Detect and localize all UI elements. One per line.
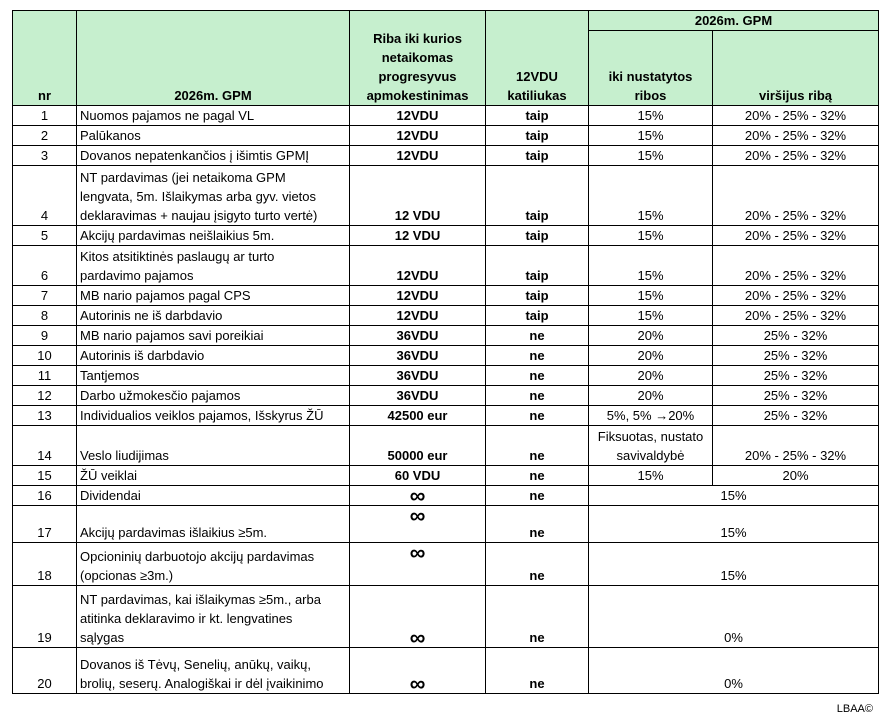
row-rate-merged: 0% bbox=[589, 648, 879, 694]
row-rate-above: 25% - 32% bbox=[713, 386, 879, 406]
row-pot: taip bbox=[486, 126, 589, 146]
row-rate-below: 15% bbox=[589, 166, 713, 226]
header-nr: nr bbox=[13, 11, 77, 106]
header-pot: 12VDU katiliukas bbox=[486, 11, 589, 106]
row-nr: 5 bbox=[13, 226, 77, 246]
row-name: Autorinis ne iš darbdavio bbox=[77, 306, 350, 326]
table-row bbox=[13, 506, 879, 543]
row-rate-merged: 15% bbox=[589, 506, 879, 543]
row-pot: ne bbox=[486, 543, 589, 586]
row-rate-above: 20% - 25% - 32% bbox=[713, 146, 879, 166]
row-rate-above: 20% - 25% - 32% bbox=[713, 126, 879, 146]
row-rate-below: 20% bbox=[589, 386, 713, 406]
row-name: Veslo liudijimas bbox=[77, 426, 350, 466]
row-rate-above: 20% - 25% - 32% bbox=[713, 286, 879, 306]
row-limit: 60 VDU bbox=[350, 466, 486, 486]
row-limit: 36VDU bbox=[350, 386, 486, 406]
row-nr: 18 bbox=[13, 543, 77, 586]
infinity-icon: ∞ bbox=[350, 543, 486, 586]
header-below-threshold: iki nustatytos ribos bbox=[589, 31, 713, 106]
table-row bbox=[13, 648, 879, 694]
row-nr: 6 bbox=[13, 246, 77, 286]
row-rate-below: 20% bbox=[589, 366, 713, 386]
table-row bbox=[13, 543, 879, 586]
row-pot: ne bbox=[486, 506, 589, 543]
row-rate-below: 15% bbox=[589, 286, 713, 306]
row-limit: 12VDU bbox=[350, 286, 486, 306]
row-rate-below: 15% bbox=[589, 246, 713, 286]
row-nr: 9 bbox=[13, 326, 77, 346]
row-pot: ne bbox=[486, 346, 589, 366]
row-rate-below: 5%, 5% →20% bbox=[589, 406, 713, 426]
row-name: Akcijų pardavimas išlaikius ≥5m. bbox=[77, 506, 350, 543]
row-rate-below: Fiksuotas, nustato savivaldybė bbox=[589, 426, 713, 466]
row-nr: 14 bbox=[13, 426, 77, 466]
table-row bbox=[13, 366, 879, 386]
row-rate-above: 20% - 25% - 32% bbox=[713, 166, 879, 226]
row-limit: 12VDU bbox=[350, 146, 486, 166]
row-pot: ne bbox=[486, 406, 589, 426]
row-pot: ne bbox=[486, 326, 589, 346]
row-name: Akcijų pardavimas neišlaikius 5m. bbox=[77, 226, 350, 246]
row-rate-below: 20% bbox=[589, 346, 713, 366]
footer-copyright: LBAA© bbox=[836, 703, 873, 715]
row-nr: 16 bbox=[13, 486, 77, 506]
row-pot: taip bbox=[486, 286, 589, 306]
row-limit: 36VDU bbox=[350, 346, 486, 366]
table-row bbox=[13, 346, 879, 366]
row-name: MB nario pajamos pagal CPS bbox=[77, 286, 350, 306]
row-name: Kitos atsitiktinės paslaugų ar turto pardavimo pajamos bbox=[77, 246, 350, 286]
row-pot: taip bbox=[486, 246, 589, 286]
row-nr: 17 bbox=[13, 506, 77, 543]
row-rate-above: 20% - 25% - 32% bbox=[713, 306, 879, 326]
gpm-table bbox=[12, 10, 879, 694]
row-name: Tantjemos bbox=[77, 366, 350, 386]
table-row bbox=[13, 286, 879, 306]
row-rate-above: 25% - 32% bbox=[713, 366, 879, 386]
row-rate-below: 15% bbox=[589, 466, 713, 486]
row-rate-above: 20% bbox=[713, 466, 879, 486]
row-rate-above: 20% - 25% - 32% bbox=[713, 426, 879, 466]
row-name: ŽŪ veiklai bbox=[77, 466, 350, 486]
infinity-icon: ∞ bbox=[350, 486, 486, 506]
row-name: Dovanos nepatenkančios į išimtis GPMĮ bbox=[77, 146, 350, 166]
table-row bbox=[13, 126, 879, 146]
row-name: Dividendai bbox=[77, 486, 350, 506]
infinity-icon: ∞ bbox=[350, 648, 486, 694]
infinity-icon: ∞ bbox=[350, 506, 486, 543]
row-rate-below: 15% bbox=[589, 126, 713, 146]
row-rate-below: 15% bbox=[589, 106, 713, 126]
row-rate-above: 20% - 25% - 32% bbox=[713, 246, 879, 286]
header-title: 2026m. GPM bbox=[77, 11, 350, 106]
table-row bbox=[13, 246, 879, 286]
header-gpm-group: 2026m. GPM bbox=[589, 11, 879, 31]
row-limit: 12VDU bbox=[350, 126, 486, 146]
row-pot: ne bbox=[486, 648, 589, 694]
table-row bbox=[13, 426, 879, 466]
row-rate-below: 15% bbox=[589, 146, 713, 166]
table-row bbox=[13, 306, 879, 326]
row-rate-merged: 15% bbox=[589, 486, 879, 506]
row-name: Individualios veiklos pajamos, Išskyrus ŽŪ bbox=[77, 406, 350, 426]
row-name: Opcioninių darbuotojo akcijų pardavimas (opcionas ≥3m.) bbox=[77, 543, 350, 586]
row-limit: 12 VDU bbox=[350, 166, 486, 226]
table-row bbox=[13, 586, 879, 648]
header-threshold: Riba iki kurios netaikomas progresyvus apmokestinimas bbox=[350, 11, 486, 106]
row-nr: 15 bbox=[13, 466, 77, 486]
row-rate-above: 25% - 32% bbox=[713, 326, 879, 346]
row-nr: 19 bbox=[13, 586, 77, 648]
row-limit: 12VDU bbox=[350, 306, 486, 326]
row-rate-below: 20% bbox=[589, 326, 713, 346]
table-row bbox=[13, 106, 879, 126]
row-name: Autorinis iš darbdavio bbox=[77, 346, 350, 366]
row-rate-merged: 15% bbox=[589, 543, 879, 586]
row-limit: 42500 eur bbox=[350, 406, 486, 426]
row-pot: ne bbox=[486, 426, 589, 466]
row-pot: taip bbox=[486, 226, 589, 246]
row-pot: taip bbox=[486, 146, 589, 166]
row-nr: 2 bbox=[13, 126, 77, 146]
row-nr: 11 bbox=[13, 366, 77, 386]
row-pot: ne bbox=[486, 586, 589, 648]
table-row bbox=[13, 326, 879, 346]
row-rate-above: 20% - 25% - 32% bbox=[713, 106, 879, 126]
row-limit: 36VDU bbox=[350, 366, 486, 386]
row-rate-below: 15% bbox=[589, 306, 713, 326]
row-pot: taip bbox=[486, 166, 589, 226]
row-nr: 20 bbox=[13, 648, 77, 694]
row-nr: 13 bbox=[13, 406, 77, 426]
row-nr: 3 bbox=[13, 146, 77, 166]
row-rate-above: 25% - 32% bbox=[713, 346, 879, 366]
row-limit: 12VDU bbox=[350, 246, 486, 286]
row-nr: 1 bbox=[13, 106, 77, 126]
row-pot: ne bbox=[486, 386, 589, 406]
row-pot: ne bbox=[486, 486, 589, 506]
row-nr: 10 bbox=[13, 346, 77, 366]
row-pot: ne bbox=[486, 366, 589, 386]
header-above-threshold: viršijus ribą bbox=[713, 31, 879, 106]
table-row bbox=[13, 146, 879, 166]
row-limit: 12VDU bbox=[350, 106, 486, 126]
row-limit: 50000 eur bbox=[350, 426, 486, 466]
row-nr: 8 bbox=[13, 306, 77, 326]
row-name: Dovanos iš Tėvų, Senelių, anūkų, vaikų, brolių, seserų. Analogiškai ir dėl įvaikinimo bbox=[77, 648, 350, 694]
table-row bbox=[13, 486, 879, 506]
table-row bbox=[13, 466, 879, 486]
row-rate-merged: 0% bbox=[589, 586, 879, 648]
row-pot: ne bbox=[486, 466, 589, 486]
row-name: NT pardavimas (jei netaikoma GPM lengvata, 5m. Išlaikymas arba gyv. vietos deklaravimas + naujau įsigyto turto vertė) bbox=[77, 166, 350, 226]
table-row bbox=[13, 226, 879, 246]
row-rate-above: 20% - 25% - 32% bbox=[713, 226, 879, 246]
row-name: NT pardavimas, kai išlaikymas ≥5m., arba atitinka deklaravimo ir kt. lengvatines sąlygas bbox=[77, 586, 350, 648]
row-pot: taip bbox=[486, 306, 589, 326]
infinity-icon: ∞ bbox=[350, 586, 486, 648]
row-name: MB nario pajamos savi poreikiai bbox=[77, 326, 350, 346]
row-limit: 36VDU bbox=[350, 326, 486, 346]
table-row bbox=[13, 406, 879, 426]
row-name: Palūkanos bbox=[77, 126, 350, 146]
row-pot: taip bbox=[486, 106, 589, 126]
table-row bbox=[13, 166, 879, 226]
row-limit: 12 VDU bbox=[350, 226, 486, 246]
table-row bbox=[13, 386, 879, 406]
row-nr: 7 bbox=[13, 286, 77, 306]
row-rate-below: 15% bbox=[589, 226, 713, 246]
row-name: Nuomos pajamos ne pagal VL bbox=[77, 106, 350, 126]
row-rate-above: 25% - 32% bbox=[713, 406, 879, 426]
row-nr: 12 bbox=[13, 386, 77, 406]
row-nr: 4 bbox=[13, 166, 77, 226]
row-name: Darbo užmokesčio pajamos bbox=[77, 386, 350, 406]
